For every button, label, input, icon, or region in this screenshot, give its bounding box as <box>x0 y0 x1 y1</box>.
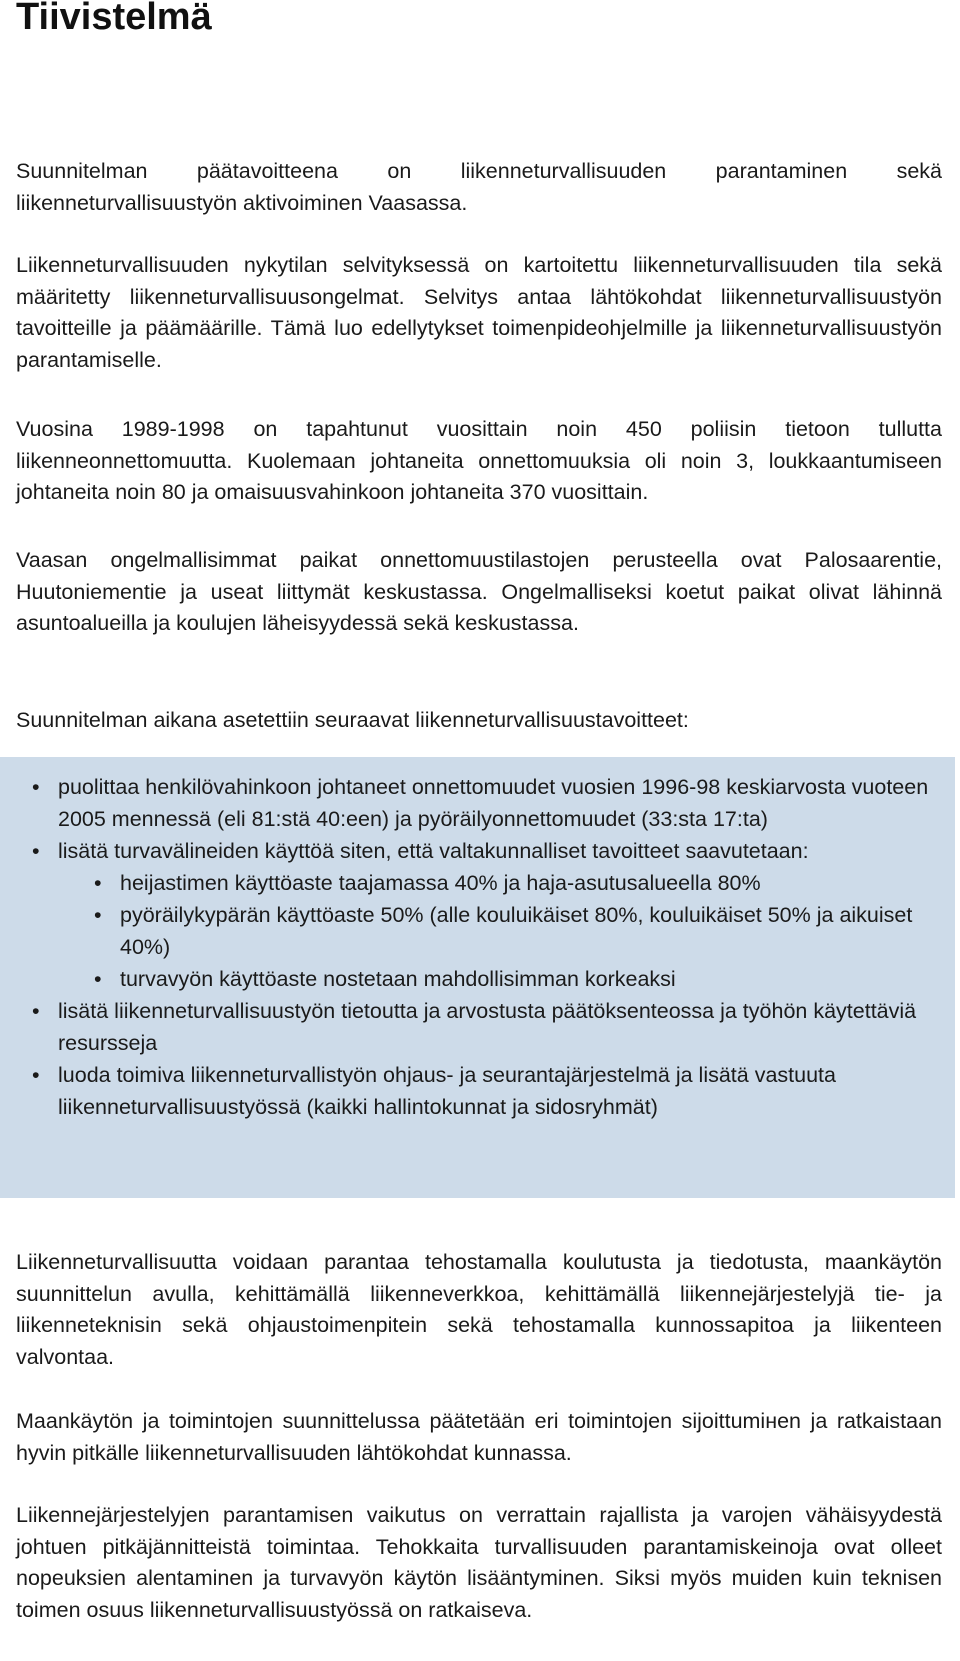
paragraph-traffic-arrangements: Liikennejärjestelyjen parantamisen vaikutus on verrattain rajallista ja varojen vähäisyydestä johtuen pitkäjännitteistä toimintaa. Tehokkaita turvallisuuden parantamiskeinoja ovat olleet nopeuksien alentaminen ja turvavyön käytön lisääntyminen. Siksi myös muiden kuin teknisen toimen osuus liikenneturvallisuustyössä on ratkaiseva. <box>16 1503 942 1622</box>
goal-subitem <box>30 963 935 995</box>
goal-item-text: luoda toimiva liikenneturvallistyön ohjaus- ja seurantajärjestelmä ja lisätä vastuuta liikenneturvallisuustyössä (kaikki hallintokunnat ja sidosryhmät) <box>58 1063 836 1119</box>
goal-subitem-text: turvavyön käyttöaste nostetaan mahdollisimman korkeaksi <box>120 967 676 991</box>
goal-subitem <box>30 867 935 899</box>
paragraph-current-state: Liikenneturvallisuuden nykytilan selvityksessä on kartoitettu liikenneturvallisuuden tila sekä määritetty liikenneturvallisuusongelmat. Selvitys antaa lähtökohdat liikenneturvallisuustyön tavoitteille ja päämäärille. Tämä luo edellytykset toimenpideohjelmille ja liikenneturvallisuustyön parantamiselle. <box>16 253 942 372</box>
bullet-icon: • <box>32 775 40 799</box>
bullet-icon: • <box>94 903 102 927</box>
bullet-icon: • <box>32 999 40 1023</box>
bullet-icon: • <box>32 839 40 863</box>
goal-item <box>30 771 935 835</box>
goal-sublist-container <box>30 867 935 995</box>
goal-subitem-text: pyöräilykypärän käyttöaste 50% (alle kouluikäiset 80%, kouluikäiset 50% ja aikuiset 40%) <box>120 903 913 959</box>
paragraph-goals-intro: Suunnitelman aikana asetettiin seuraavat liikenneturvallisuustavoitteet: <box>16 708 689 732</box>
bullet-icon: • <box>94 871 102 895</box>
page-title: Tiivistelmä <box>16 0 212 38</box>
goal-item-text: puolittaa henkilövahinkoon johtaneet onnettomuudet vuosien 1996-98 keskiarvosta vuoteen 2005 mennessä (eli 81:stä 40:een) ja pyöräilyonnettomuudet (33:sta 17:ta) <box>58 775 929 831</box>
paragraph-main-goal: Suunnitelman päätavoitteena on liikenneturvallisuuden parantaminen sekä liikenneturvallisuustyön aktivoiminen Vaasassa. <box>16 159 942 215</box>
paragraph-accident-statistics: Vuosina 1989-1998 on tapahtunut vuosittain noin 450 poliisin tietoon tullutta liikenneonnettomuutta. Kuolemaan johtaneita onnettomuuksia oli noin 3, loukkaantumiseen johtaneita noin 80 ja omaisuusvahinkoon johtaneita 370 vuosittain. <box>16 417 942 504</box>
goal-item-text: lisätä turvavälineiden käyttöä siten, että valtakunnalliset tavoitteet saavutetaan: <box>58 839 809 863</box>
paragraph-improvement-means: Liikenneturvallisuutta voidaan parantaa tehostamalla koulutusta ja tiedotusta, maankäytön suunnittelun avulla, kehittämällä liikenneverkkoa, kehittämällä liikennejärjestelyjä tie- ja liikenneteknisin sekä ohjaustoimenpitein sekä tehostamalla kunnossapitoa ja liikenteen valvontaa. <box>16 1250 942 1369</box>
bullet-icon: • <box>94 967 102 991</box>
goals-box <box>0 757 955 1198</box>
goal-item <box>30 1059 935 1123</box>
goal-item <box>30 995 935 1059</box>
goal-item <box>30 835 935 867</box>
paragraph-land-use: Maankäytön ja toimintojen suunnittelussa päätetään eri toimintojen sijoittumінen ja ratkaistaan hyvin pitkälle liikenneturvallisuuden lähtökohdat kunnassa. <box>16 1409 942 1465</box>
goal-subitem <box>30 899 935 963</box>
bullet-icon: • <box>32 1063 40 1087</box>
goal-sublist <box>30 867 935 995</box>
goals-list <box>30 771 935 1123</box>
goal-subitem-text: heijastimen käyttöaste taajamassa 40% ja haja-asutusalueella 80% <box>120 871 761 895</box>
paragraph-problem-locations: Vaasan ongelmallisimmat paikat onnettomuustilastojen perusteella ovat Palosaarentie, Huutoniementie ja useat liittymät keskustassa. Ongelmalliseksi koetut paikat olivat lähinnä asuntoalueilla ja koulujen läheisyydessä sekä keskustassa. <box>16 548 942 635</box>
goal-item-text: lisätä liikenneturvallisuustyön tietoutta ja arvostusta päätöksenteossa ja työhön käytettäviä resursseja <box>58 999 917 1055</box>
